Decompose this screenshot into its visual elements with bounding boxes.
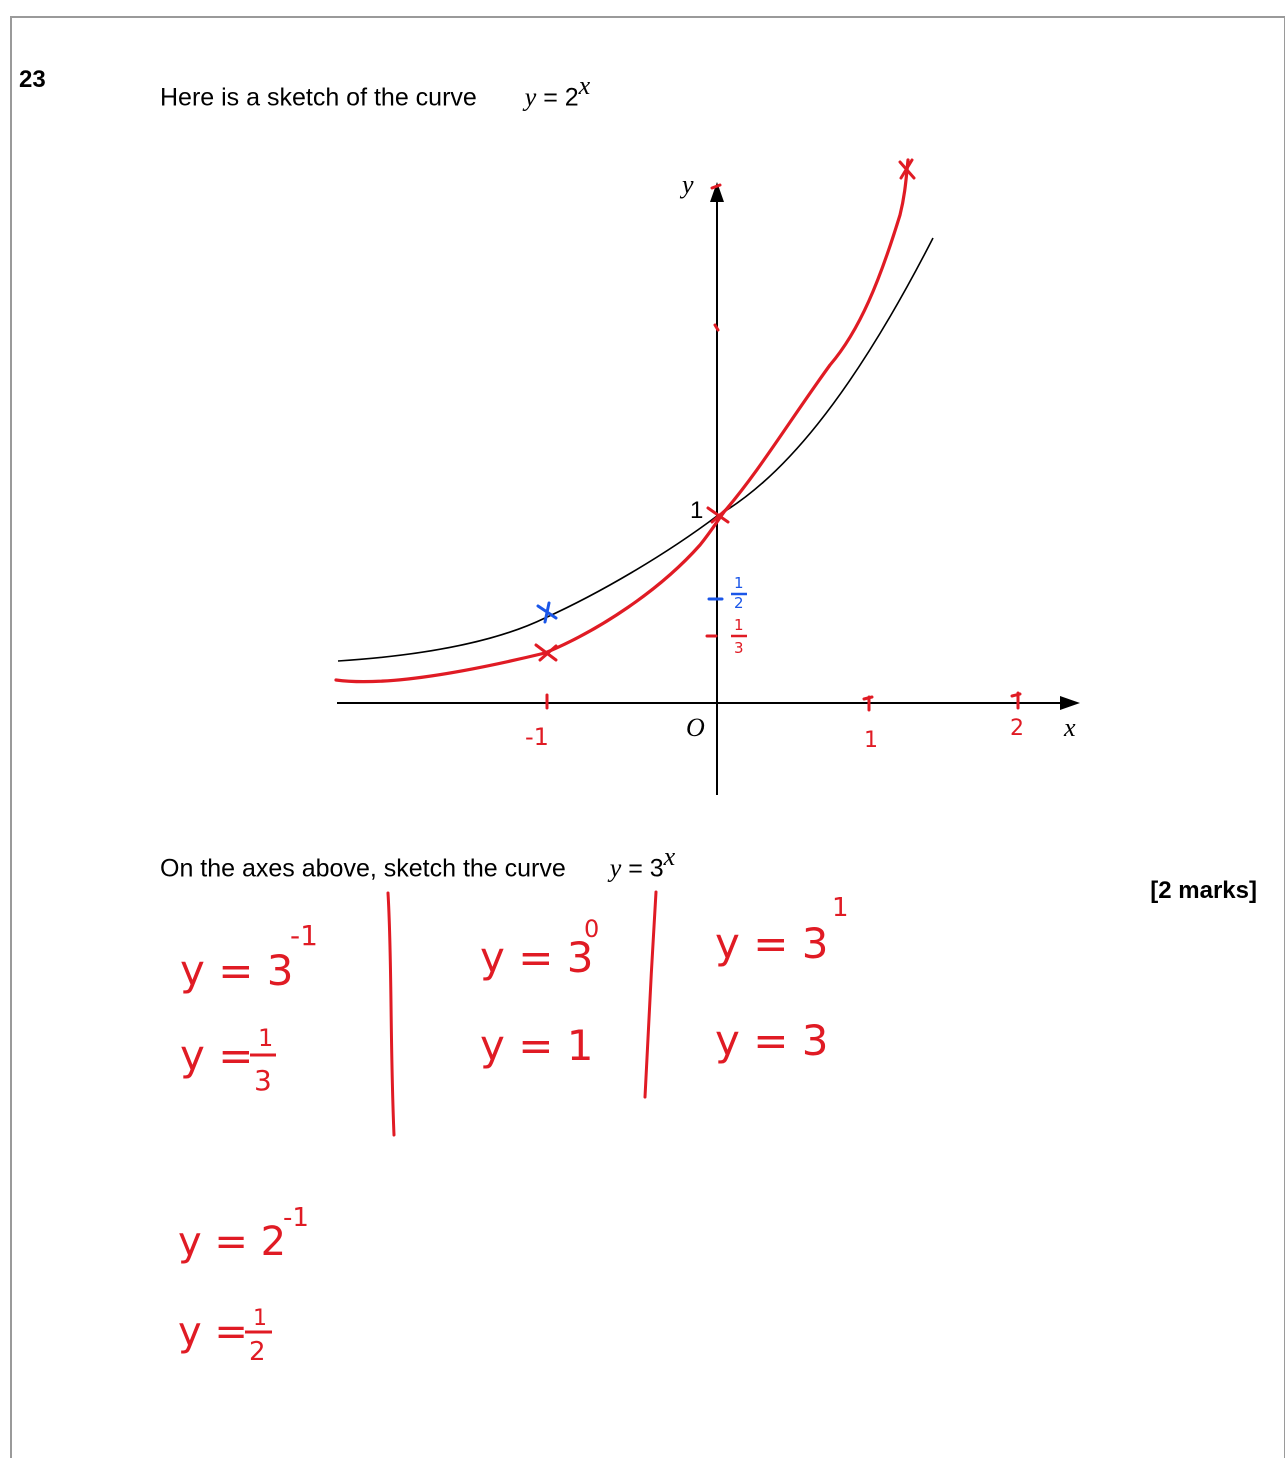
working-col1-line2-num: 1 xyxy=(258,1024,274,1052)
x-tick-label-2: 2 xyxy=(1010,716,1024,741)
marks-label: [2 marks] xyxy=(1150,877,1257,904)
task-eq-exponent: x xyxy=(663,842,676,871)
working-col1-line1-exp: -1 xyxy=(290,919,318,952)
working-col1-line2-lhs: y = xyxy=(180,1031,254,1080)
working-col3-line1-exp: 1 xyxy=(832,893,849,923)
y-axis-label: y xyxy=(682,170,694,199)
working-bottom-line1: y = 2 xyxy=(178,1219,287,1265)
working-bottom-line1-exp: -1 xyxy=(283,1203,309,1233)
task-text: On the axes above, sketch the curve xyxy=(160,854,566,883)
task-eq-rhs: = 3 xyxy=(621,854,664,883)
y-intercept-label: 1 xyxy=(690,497,704,524)
x-axis-label: x xyxy=(1064,713,1076,742)
intro-eq-y: y xyxy=(524,82,537,112)
working-col2-line1: y = 3 xyxy=(480,933,594,982)
working-bottom-line2-lhs: y = xyxy=(178,1309,248,1355)
working-col2-line2: y = 1 xyxy=(480,1021,594,1070)
working-col1-line2-den: 3 xyxy=(254,1064,272,1097)
blue-fraction-num: 1 xyxy=(734,574,744,592)
working-bottom-line2-num: 1 xyxy=(253,1306,267,1331)
intro-eq-exponent: x xyxy=(578,71,591,100)
origin-label: O xyxy=(686,713,705,742)
x-tick-label-1: 1 xyxy=(864,728,878,753)
red-fraction-den: 3 xyxy=(734,639,744,657)
working-divider-2 xyxy=(645,892,656,1097)
blue-fraction-den: 2 xyxy=(734,594,744,612)
working-col1-line1: y = 3 xyxy=(180,946,294,995)
working-col3-line2: y = 3 xyxy=(715,1016,829,1065)
working-col2-line1-exp: 0 xyxy=(584,915,600,943)
intro-text: Here is a sketch of the curve xyxy=(160,83,477,112)
working-divider-1 xyxy=(388,893,394,1135)
x-tick-label-minus1: -1 xyxy=(525,723,549,751)
question-number: 23 xyxy=(19,66,46,93)
task-eq-y: y xyxy=(609,853,622,883)
red-fraction-num: 1 xyxy=(734,616,744,634)
intro-eq-rhs: = 2 xyxy=(536,83,579,112)
working-col3-line1: y = 3 xyxy=(715,919,829,968)
working-bottom-line2-den: 2 xyxy=(249,1337,266,1367)
graph-panel xyxy=(333,168,1083,800)
